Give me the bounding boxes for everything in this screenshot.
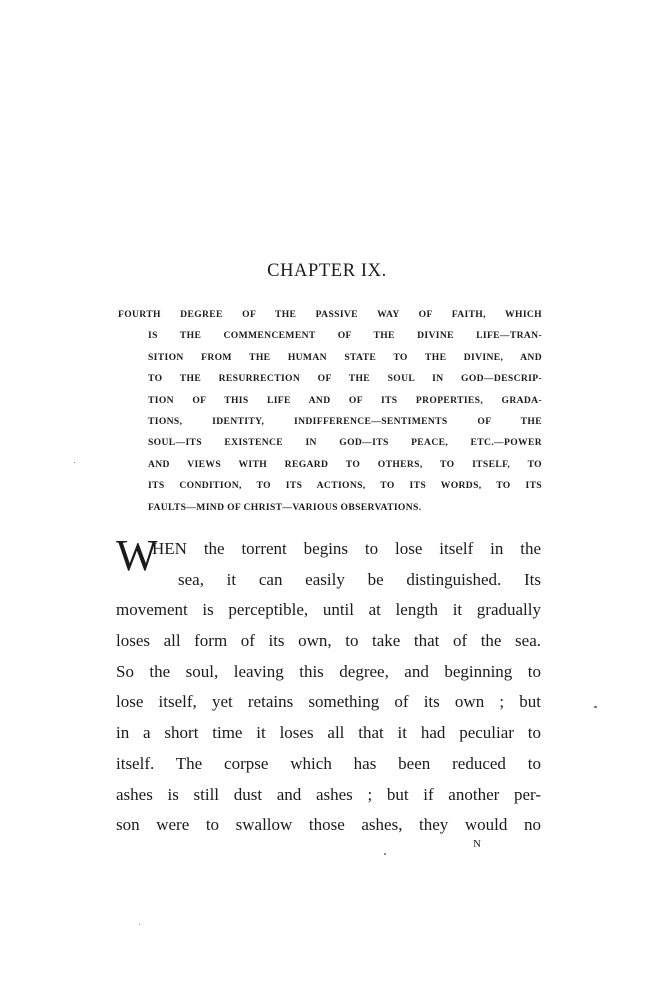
summary-line: SITION FROM THE HUMAN STATE TO THE DIVINE, AND <box>148 351 542 363</box>
ink-speck <box>384 853 386 855</box>
drop-cap: W <box>116 531 158 580</box>
body-line: loses all form of its own, to take that of the sea. <box>116 631 541 651</box>
summary-line: FAULTS—MIND OF CHRIST—VARIOUS OBSERVATIONS. <box>148 501 422 513</box>
body-line: lose itself, yet retains something of its own ; but <box>116 692 541 712</box>
summary-line: TO THE RESURRECTION OF THE SOUL IN GOD—DESCRIP- <box>148 373 542 385</box>
chapter-title: CHAPTER IX. <box>267 261 387 281</box>
summary-line: SOUL—ITS EXISTENCE IN GOD—ITS PEACE, ETC.—POWER <box>148 437 542 449</box>
summary-line: IS THE COMMENCEMENT OF THE DIVINE LIFE—TRAN- <box>148 330 542 342</box>
body-line: So the soul, leaving this degree, and beginning to <box>116 661 541 681</box>
body-paragraph <box>116 531 541 841</box>
summary-line: FOURTH DEGREE OF THE PASSIVE WAY OF FAITH, WHICH <box>118 309 542 320</box>
summary-line: TIONS, IDENTITY, INDIFFERENCE—SENTIMENTS OF THE <box>148 415 542 427</box>
body-line: sea, it can easily be distinguished. Its <box>178 569 541 589</box>
body-line: in a short time it loses all that it had peculiar to <box>116 723 541 743</box>
body-line: ashes is still dust and ashes ; but if another per- <box>116 784 541 804</box>
summary-line: ITS CONDITION, TO ITS ACTIONS, TO ITS WORDS, TO ITS <box>148 480 542 492</box>
ink-speck <box>594 706 597 708</box>
ink-speck <box>139 924 140 925</box>
body-line: son were to swallow those ashes, they would no <box>116 815 541 835</box>
ink-speck <box>74 462 75 463</box>
chapter-summary <box>118 304 542 518</box>
body-line: movement is perceptible, until at length it gradually <box>116 600 541 620</box>
body-line: HEN the torrent begins to lose itself in the <box>152 539 541 558</box>
body-line: itself. The corpse which has been reduced to <box>116 753 541 773</box>
summary-line: AND VIEWS WITH REGARD TO OTHERS, TO ITSELF, TO <box>148 458 542 470</box>
summary-line: TION OF THIS LIFE AND OF ITS PROPERTIES, GRADA- <box>148 394 542 406</box>
signature-mark: N <box>473 838 482 850</box>
